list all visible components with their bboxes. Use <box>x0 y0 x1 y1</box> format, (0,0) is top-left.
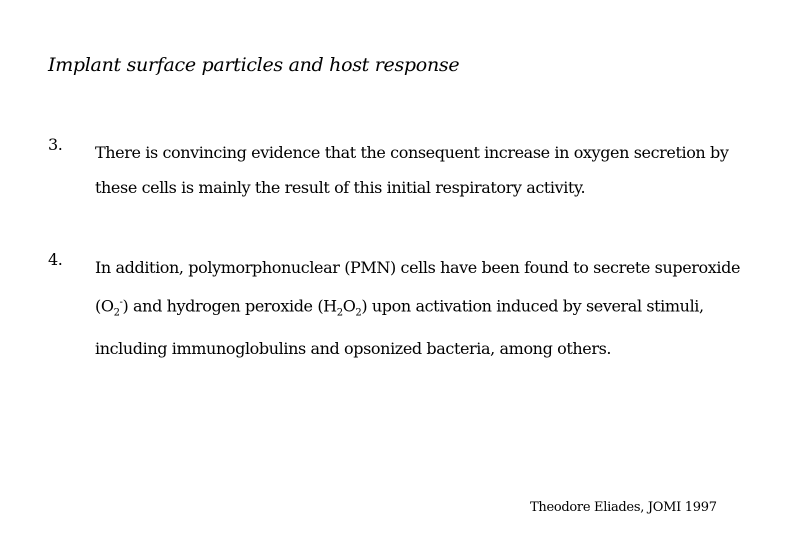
item-number: 3. <box>48 135 63 154</box>
text-part: ) and hydrogen peroxide (H <box>122 296 337 316</box>
item-number: 4. <box>48 250 63 269</box>
slide-title: Implant surface particles and host response <box>48 54 460 76</box>
subscript: 2 <box>113 307 120 319</box>
citation: Theodore Eliades, JOMI 1997 <box>530 500 717 515</box>
item-text <box>95 250 775 366</box>
subscript: 2 <box>336 307 343 319</box>
superscript: - <box>119 297 123 308</box>
subscript: 2 <box>355 307 362 319</box>
text-part: In addition, polymorphonuclear (PMN) cells have been found to secrete superoxide (O <box>95 258 741 316</box>
text-part: O <box>342 296 356 316</box>
item-text: There is convincing evidence that the consequent increase in oxygen secretion by these cells is mainly the result of this initial respiratory activity. <box>95 143 729 197</box>
text-part: ) upon activation induced by several stimuli, including immunoglobulins and opsonized bacteria, among others. <box>95 296 704 358</box>
